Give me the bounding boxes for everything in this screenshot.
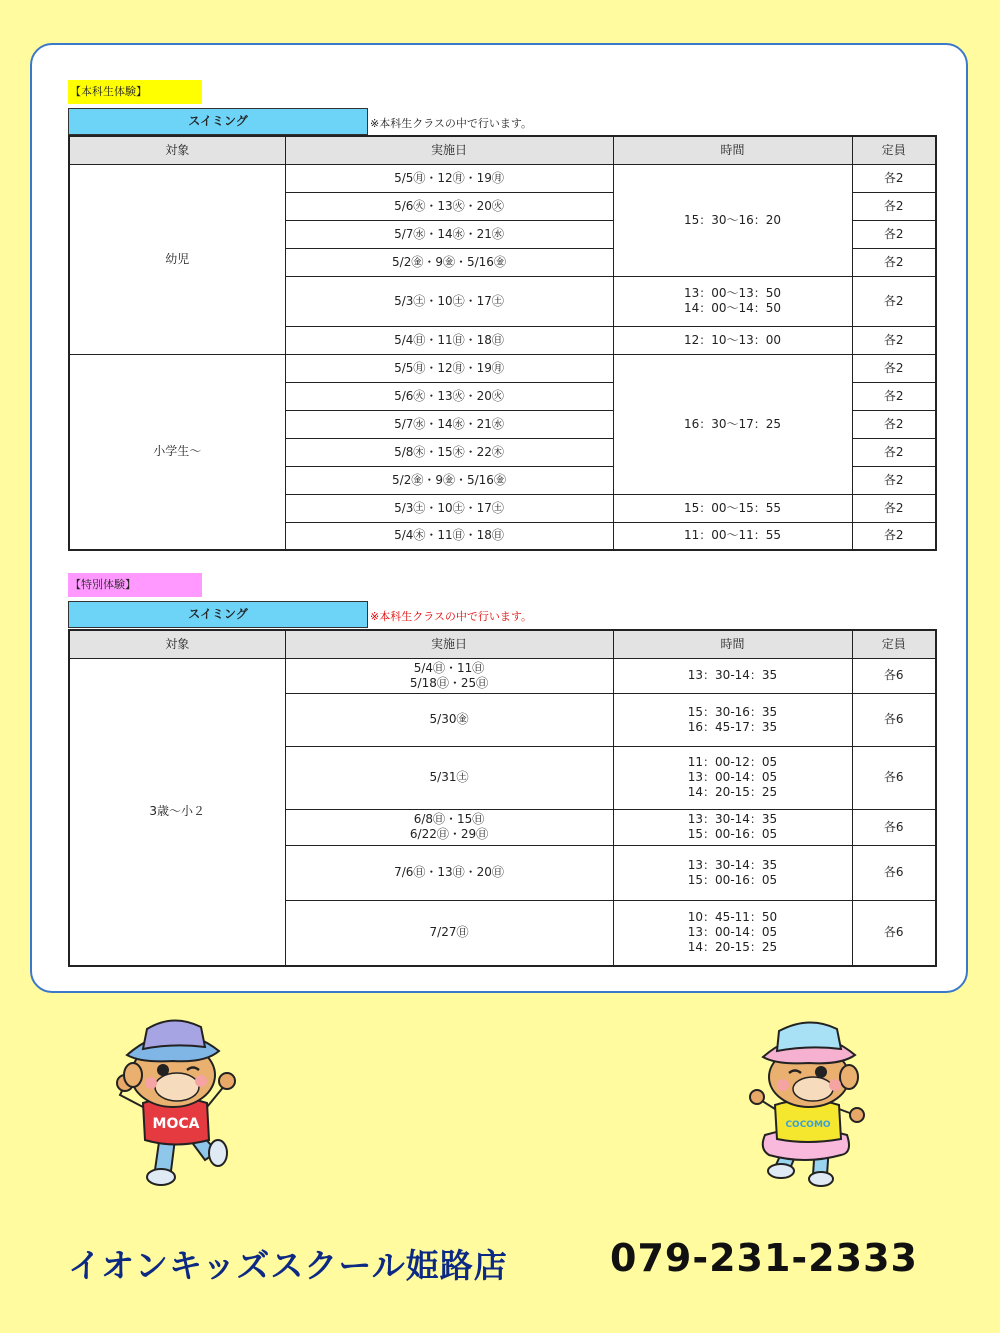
table-header-row (69, 136, 936, 164)
date-line: 7/27㊐ (429, 925, 469, 940)
header-date: 実施日 (285, 630, 613, 658)
capacity-cell: 各2 (852, 164, 936, 192)
date-line: 5/4㊐・11㊐ (413, 660, 485, 675)
header-time: 時間 (613, 136, 852, 164)
time-line: 14：20-15：25 (687, 785, 778, 799)
date-line: 7/6㊐・13㊐・20㊐ (394, 865, 504, 879)
phone-number[interactable]: 079-231-2333 (610, 1236, 918, 1280)
header-date: 実施日 (285, 136, 613, 164)
table-row (69, 354, 936, 382)
date-cell (285, 693, 613, 746)
time-cell (613, 658, 852, 693)
time-line: 13：30-14：35 (687, 668, 778, 682)
time-line: 13：00～13：50 (683, 286, 782, 300)
date-cell (285, 845, 613, 900)
section2-subhead: スイミング (68, 601, 368, 628)
date-cell (285, 746, 613, 809)
date-cell (285, 658, 613, 693)
section2-tag: 【特別体験】 (68, 573, 202, 597)
header-capacity: 定員 (852, 136, 936, 164)
capacity-cell: 各2 (852, 276, 936, 326)
capacity-cell: 各2 (852, 326, 936, 354)
capacity-cell: 各6 (852, 693, 936, 746)
capacity-cell: 各2 (852, 494, 936, 522)
capacity-cell: 各2 (852, 438, 936, 466)
time-cell (613, 693, 852, 746)
capacity-cell: 各2 (852, 220, 936, 248)
date-cell: 5/6㊋・13㊋・20㊋ (285, 192, 613, 220)
date-cell (285, 809, 613, 845)
time-line: 15：30-16：35 (687, 704, 778, 719)
header-capacity: 定員 (852, 630, 936, 658)
date-cell: 5/2㊎・9㊎・5/16㊎ (285, 248, 613, 276)
target-cell: 幼児 (69, 164, 285, 354)
capacity-cell: 各2 (852, 522, 936, 550)
date-cell: 5/5㊊・12㊊・19㊊ (285, 164, 613, 192)
time-line: 15：00-16：05 (687, 827, 778, 841)
header-time: 時間 (613, 630, 852, 658)
time-line: 10：45-11：50 (687, 910, 778, 925)
mascot-moca-illustration (105, 1015, 245, 1190)
section2-note: ※本科生クラスの中で行います。 (370, 610, 533, 623)
date-cell: 5/8㊍・15㊍・22㊍ (285, 438, 613, 466)
time-line: 13：30-14：35 (687, 812, 778, 826)
capacity-cell: 各6 (852, 746, 936, 809)
capacity-cell: 各2 (852, 248, 936, 276)
header-target: 対象 (69, 630, 285, 658)
capacity-cell: 各6 (852, 845, 936, 900)
date-cell: 5/4㊍・11㊐・18㊐ (285, 522, 613, 550)
table-row (69, 164, 936, 192)
capacity-cell: 各6 (852, 658, 936, 693)
date-cell: 5/7㊌・14㊌・21㊌ (285, 410, 613, 438)
time-cell (613, 746, 852, 809)
date-line: 5/30㊎ (429, 712, 469, 726)
section2-table (68, 629, 937, 967)
mascot-cocomo-illustration (745, 1015, 875, 1190)
date-line: 5/31㊏ (429, 770, 469, 784)
time-cell: 16：30～17：25 (613, 354, 852, 494)
school-name: イオンキッズスクール姫路店 (68, 1246, 508, 1285)
time-cell (613, 809, 852, 845)
time-cell (613, 276, 852, 326)
date-cell: 5/3㊏・10㊏・17㊏ (285, 276, 613, 326)
date-line: 5/18㊐・25㊐ (409, 675, 489, 690)
capacity-cell: 各2 (852, 192, 936, 220)
capacity-cell: 各6 (852, 809, 936, 845)
time-line: 14：00～14：50 (683, 301, 782, 315)
cocomo-shirt-text: COCOMO (785, 1120, 831, 1130)
section1-subhead: スイミング (68, 108, 368, 135)
date-cell: 5/4㊐・11㊐・18㊐ (285, 326, 613, 354)
capacity-cell: 各2 (852, 354, 936, 382)
capacity-cell: 各2 (852, 410, 936, 438)
table-header-row (69, 630, 936, 658)
date-cell (285, 900, 613, 966)
section1-tag: 【本科生体験】 (68, 80, 202, 104)
time-line: 11：00-12：05 (687, 755, 778, 769)
capacity-cell: 各2 (852, 466, 936, 494)
section1-note: ※本科生クラスの中で行います。 (370, 117, 533, 130)
time-cell: 15：30～16：20 (613, 164, 852, 276)
moca-shirt-text: MOCA (152, 1116, 200, 1132)
date-cell: 5/6㊋・13㊋・20㊋ (285, 382, 613, 410)
target-cell: 3歳～小２ (69, 658, 285, 966)
time-line: 13：00-14：05 (687, 770, 778, 784)
date-line: 6/22㊐・29㊐ (409, 827, 489, 841)
time-cell: 12：10～13：00 (613, 326, 852, 354)
time-cell: 15：00～15：55 (613, 494, 852, 522)
time-cell (613, 900, 852, 966)
date-cell: 5/2㊎・9㊎・5/16㊎ (285, 466, 613, 494)
date-cell: 5/5㊊・12㊊・19㊊ (285, 354, 613, 382)
schedule-panel (30, 43, 968, 993)
capacity-cell: 各2 (852, 382, 936, 410)
date-line: 6/8㊐・15㊐ (413, 812, 485, 826)
header-target: 対象 (69, 136, 285, 164)
time-line: 15：00-16：05 (687, 872, 778, 887)
section1-table (68, 135, 937, 551)
time-cell (613, 845, 852, 900)
date-cell: 5/3㊏・10㊏・17㊏ (285, 494, 613, 522)
table-row (69, 658, 936, 693)
time-line: 16：45-17：35 (687, 719, 778, 734)
time-line: 13：30-14：35 (687, 857, 778, 872)
date-cell: 5/7㊌・14㊌・21㊌ (285, 220, 613, 248)
capacity-cell: 各6 (852, 900, 936, 966)
time-line: 13：00-14：05 (687, 925, 778, 940)
target-cell: 小学生～ (69, 354, 285, 550)
time-cell: 11：00～11：55 (613, 522, 852, 550)
time-line: 14：20-15：25 (687, 940, 778, 955)
